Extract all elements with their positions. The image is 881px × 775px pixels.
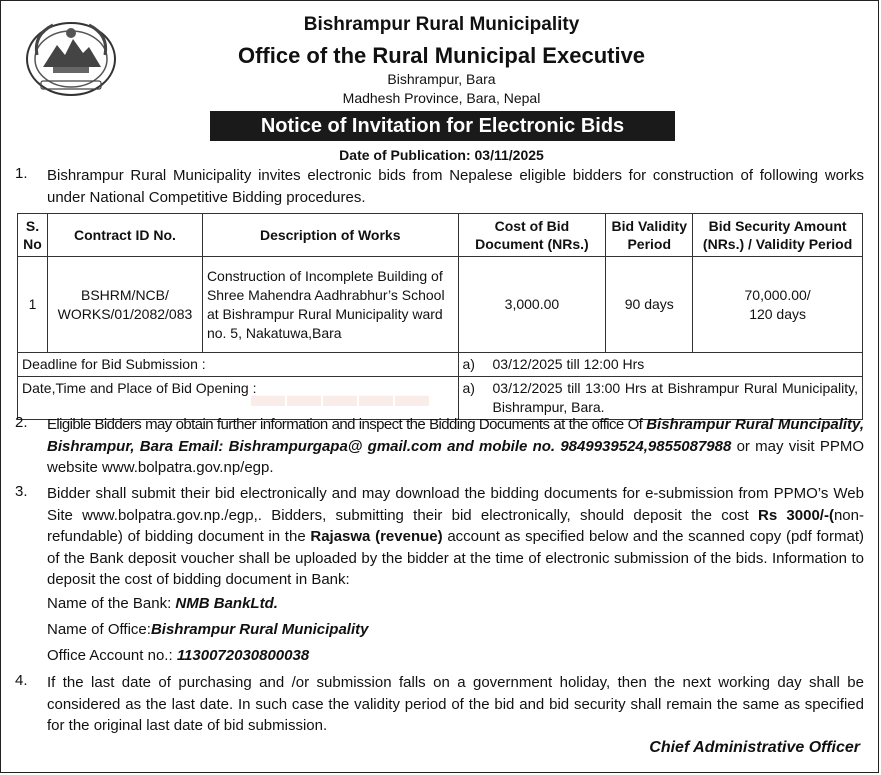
para-3-part-2: non-refundable) of bidding document in the [47, 506, 864, 545]
row-validity: 90 days [606, 257, 693, 353]
header-description: Description of Works [202, 214, 458, 257]
deadline-cell [458, 353, 862, 377]
watermark-logo-icon: ▬▬▬▬▬ [251, 376, 431, 414]
table-header-row [18, 214, 863, 257]
para-3-text [47, 483, 864, 591]
para-2-number: 2. [15, 414, 28, 431]
deadline-label: Deadline for Bid Submission : [18, 353, 459, 377]
para-2-contact: Bishrampur Rural Muncipality, Bishrampur, Bara Email: Bishrampurgapa@ gmail.com and mobile no. 9849939524,9855087988 [47, 416, 865, 455]
row-contract-id: BSHRM/NCB/ WORKS/01/2082/083 [47, 257, 202, 353]
address-line-1: Bishrampur, Bara [387, 71, 496, 87]
opening-marker: a) [462, 380, 475, 396]
opening-value: 03/12/2025 till 13:00 Hrs at Bishrampur Rural Municipality, Bishrampur, Bara. [492, 380, 858, 415]
signature-title: Chief Administrative Officer [649, 739, 860, 756]
municipality-name: Bishrampur Rural Municipality [303, 14, 580, 35]
para-2-text [47, 414, 864, 479]
para-3-part-3: account as specified below and the scanned copy (pdf format) of the Bank deposit voucher shall be uploaded by the bidder at the time of electronic submission of the bids. Information to deposit the cost of bidding document in Bank: [47, 528, 864, 588]
para-2-intro: Eligible Bidders may obtain further information and inspect the Bidding Documents at the office Of [47, 416, 647, 433]
account-label: Office Account no.: [47, 647, 177, 664]
office-name-line [47, 621, 368, 638]
header-cost: Cost of Bid Document (NRs.) [458, 214, 606, 257]
bank-name-value: NMB BankLtd. [175, 595, 278, 612]
deposit-amount: Rs 3000/-( [757, 506, 834, 524]
para-1-number: 1. [15, 165, 28, 182]
para-1-text: Bishrampur Rural Municipality invites electronic bids from Nepalese eligible bidders for construction of following works under National Competitive Bidding procedures. [47, 167, 864, 206]
office-name-label: Name of Office: [47, 621, 151, 638]
security-period: 120 days [749, 305, 807, 322]
office-name-value: Bishrampur Rural Municipality [150, 621, 369, 638]
para-4-number: 4. [15, 672, 28, 689]
rajaswa-account: Rajaswa (revenue) [310, 528, 443, 545]
bank-name-line [47, 595, 278, 612]
bids-table [17, 213, 863, 420]
account-value: 1130072030800038 [176, 647, 310, 664]
para-3-part-1: Bidder shall submit their bid electronically and may download the bidding documents for e-submission from PPMO’s Web Site www.bolpatra.gov.np./egp,. Bidders, submitting their bid electronically, should deposit the cost [47, 485, 864, 524]
row-sn: 1 [18, 257, 48, 353]
table-row [18, 257, 863, 353]
row-cost: 3,000.00 [458, 257, 606, 353]
para-4-text: If the last date of purchasing and /or submission falls on a government holiday, then the next working day shall be considered as the last date. In such case the validity period of the bid and bid security shall remain the same as specified for the original last date of bid submission. [47, 674, 864, 734]
address-line-2: Madhesh Province, Bara, Nepal [342, 90, 541, 106]
deadline-marker: a) [462, 356, 475, 372]
header-validity: Bid Validity Period [606, 214, 693, 257]
header-sn: S. No [18, 214, 48, 257]
para-2-website: or may visit PPMO website www.bolpatra.gov.np/egp. [47, 437, 864, 476]
publication-date: Date of Publication: 03/11/2025 [339, 147, 544, 163]
row-description: Construction of Incomplete Building of Shree Mahendra Aadhrabhur’s School at Bishrampur Rural Municipality ward no. 5, Nakatuwa,Bara [202, 257, 458, 353]
notice-title: Notice of Invitation for Electronic Bids [210, 111, 675, 141]
opening-label: Date,Time and Place of Bid Opening : [18, 377, 459, 420]
account-line [47, 647, 309, 664]
header-contract-id: Contract ID No. [47, 214, 202, 257]
row-security [693, 257, 863, 353]
header-security: Bid Security Amount (NRs.) / Validity Period [693, 214, 863, 257]
deadline-value: 03/12/2025 till 12:00 Hrs [492, 356, 645, 372]
office-name: Office of the Rural Municipal Executive [237, 43, 646, 68]
para-3-number: 3. [15, 483, 28, 500]
deadline-row [18, 353, 863, 377]
security-amount: 70,000.00/ [744, 286, 811, 303]
bank-name-label: Name of the Bank: [47, 595, 176, 612]
